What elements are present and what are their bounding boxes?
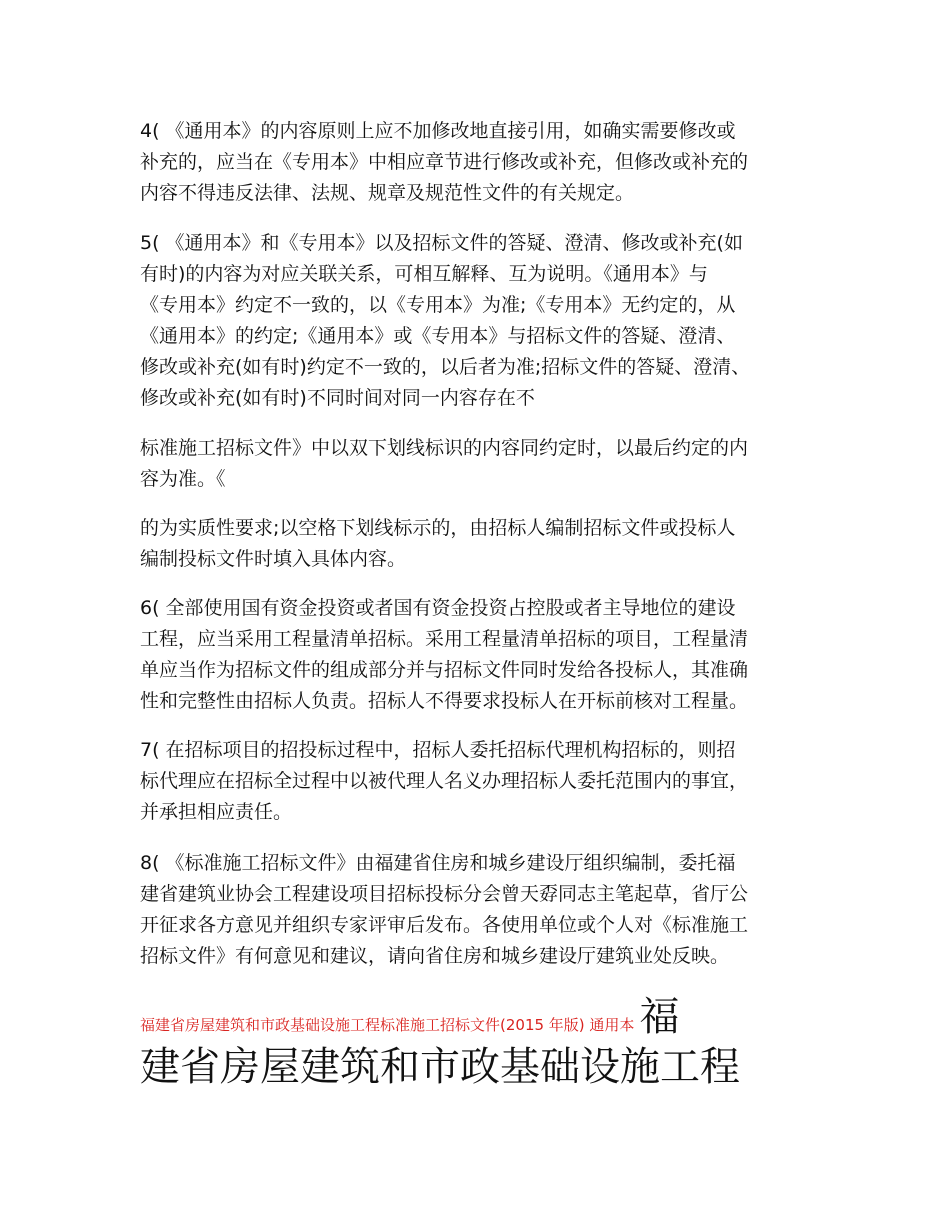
paragraph-line: 招标文件》有何意见和建议，请向省住房和城乡建设厅建筑业处反映。 <box>140 945 730 967</box>
paragraph-line: 的为实质性要求;以空格下划线标示的，由招标人编制招标文件或投标人 <box>140 517 736 539</box>
paragraph-line: 工程，应当采用工程量清单招标。采用工程量清单招标的项目，工程量清 <box>140 628 749 650</box>
paragraph-5 <box>140 228 820 414</box>
paragraph-line: 内容不得违反法律、法规、规章及规范性文件的有关规定。 <box>140 182 635 204</box>
paragraph-line: 修改或补充(如有时)不同时间对同一内容存在不 <box>140 387 535 409</box>
footer-red-title: 福建省房屋建筑和市政基础设施工程标准施工招标文件(2015 年版) 通用本 <box>140 1016 635 1034</box>
paragraph-line: 8( 《标准施工招标文件》由福建省住房和城乡建设厅组织编制，委托福 <box>140 852 736 874</box>
paragraph-line: 开征求各方意见并组织专家评审后发布。各使用单位或个人对《标准施工 <box>140 914 749 936</box>
paragraph-line: 标准施工招标文件》中以双下划线标识的内容同约定时，以最后约定的内 <box>140 437 749 459</box>
paragraph-line: 6( 全部使用国有资金投资或者国有资金投资占控股或者主导地位的建设 <box>140 597 736 619</box>
paragraph-line: 编制投标文件时填入具体内容。 <box>140 548 407 570</box>
document-footer <box>140 992 840 1092</box>
footer-large-title: 建省房屋建筑和市政基础设施工程 <box>140 1044 740 1090</box>
paragraph-6 <box>140 593 820 717</box>
paragraph-fragment-1 <box>140 433 820 495</box>
paragraph-line: 《专用本》约定不一致的，以《专用本》为准;《专用本》无约定的，从 <box>140 294 736 316</box>
footer-large-title-start: 福 <box>639 994 680 1040</box>
paragraph-line: 建省建筑业协会工程建设项目招标投标分会曾天孬同志主笔起草，省厅公 <box>140 883 749 905</box>
paragraph-line: 4( 《通用本》的内容原则上应不加修改地直接引用，如确实需要修改或 <box>140 120 736 142</box>
paragraph-fragment-2 <box>140 513 820 575</box>
paragraph-line: 有时)的内容为对应关联关系，可相互解释、互为说明。《通用本》与 <box>140 263 708 285</box>
paragraph-line: 修改或补充(如有时)约定不一致的，以后者为准;招标文件的答疑、澄清、 <box>140 356 751 378</box>
paragraph-line: 7( 在招标项目的招投标过程中，招标人委托招标代理机构招标的，则招 <box>140 739 736 761</box>
paragraph-line: 补充的，应当在《专用本》中相应章节进行修改或补充，但修改或补充的 <box>140 151 749 173</box>
footer-line-1 <box>140 992 840 1042</box>
paragraph-4 <box>140 116 820 209</box>
paragraph-8 <box>140 848 820 972</box>
paragraph-line: 5( 《通用本》和《专用本》以及招标文件的答疑、澄清、修改或补充(如 <box>140 232 743 254</box>
paragraph-line: 容为准。《 <box>140 468 226 490</box>
paragraph-7 <box>140 735 820 828</box>
paragraph-line: 单应当作为招标文件的组成部分并与招标文件同时发给各投标人，其准确 <box>140 659 749 681</box>
paragraph-line: 《通用本》的约定;《通用本》或《专用本》与招标文件的答疑、澄清、 <box>140 325 736 347</box>
paragraph-line: 并承担相应责任。 <box>140 801 293 823</box>
paragraph-line: 标代理应在招标全过程中以被代理人名义办理招标人委托范围内的事宜， <box>140 770 749 792</box>
paragraph-line: 性和完整性由招标人负责。招标人不得要求投标人在开标前核对工程量。 <box>140 690 749 712</box>
